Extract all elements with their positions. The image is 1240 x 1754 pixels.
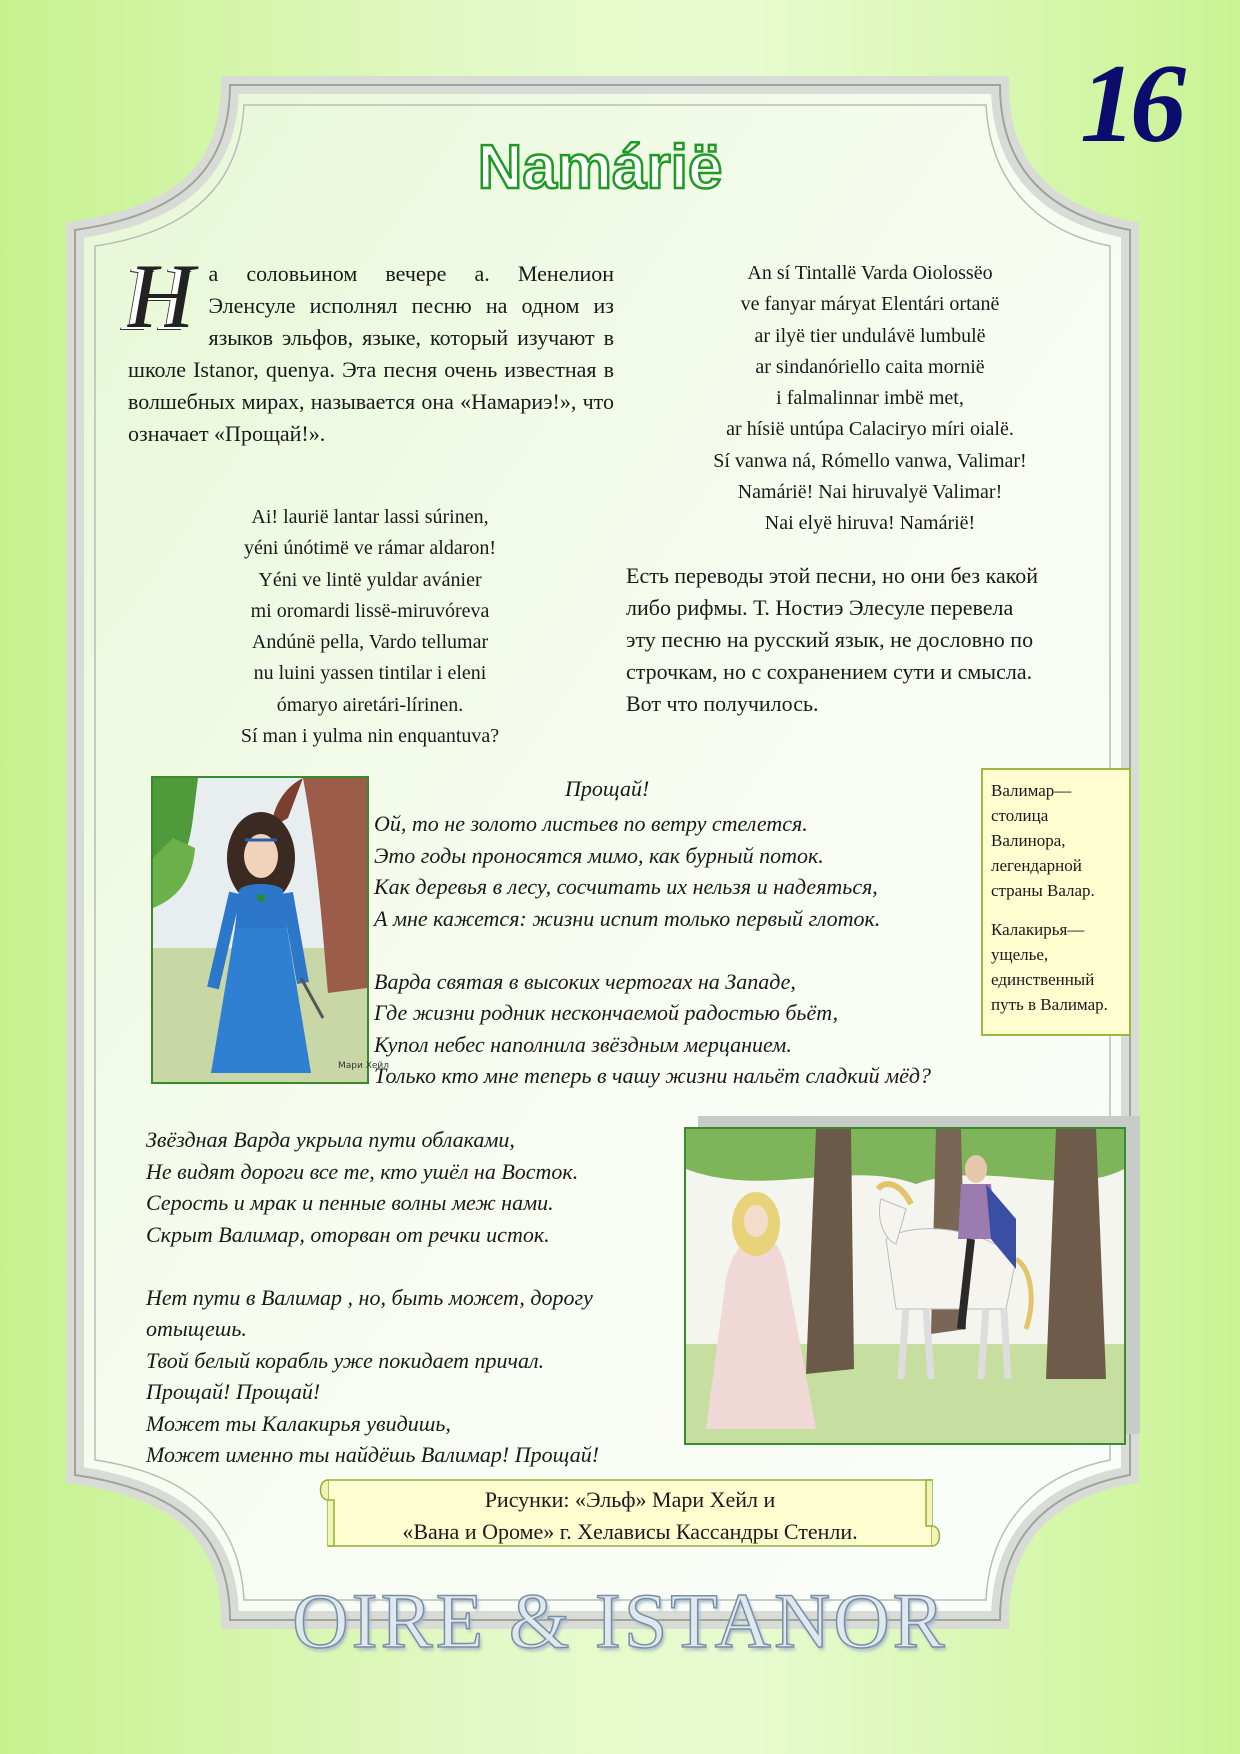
poem-line: Andúnë pella, Vardo tellumar [251,631,489,654]
glossary-valimar: Валимар— столица Валинора, легендарной страны Валар. [991,781,1095,900]
poem-line: Это годы проносятся мимо, как бурный поток. [374,842,824,868]
poem-line: ve fanyar máryat Elentári ortanë [740,293,1000,316]
poem-line: Yéni ve lintë yuldar avánier [258,568,482,591]
intro-text: а соловьином вечере а. Менелион Эленсуле исполнял песню на одном из языков эльфов, языке, который изучают в школе Istanor, quenya. Эта песня очень известная в волшебных мирах, называется она «Намариэ!», что означает «Прощай!». [128,261,614,446]
magazine-logo: OIRE & ISTANOR [292,1577,948,1664]
russian-poem-stanza-1 [374,808,931,1092]
poem-line: отыщешь. [146,1316,247,1341]
credits-line-1: Рисунки: «Эльф» Мари Хейл и [484,1487,776,1512]
poem-line: Нет пути в Валимар , но, быть может, дорогу [146,1284,593,1310]
poem-line: Где жизни родник нескончаемой радостью бьёт, [374,1000,839,1025]
page-number: 16 [1080,42,1180,166]
poem-line: ómaryo airetári-lírinen. [276,693,464,716]
poem-line: Как деревья в лесу, сосчитать их нельзя и надеяться, [374,874,878,899]
poem-line: Варда святая в высоких чертогах на Западе, [374,968,796,994]
poem-line [374,934,931,966]
note-line: либо рифмы. Т. Ностиэ Элесуле перевела [626,595,1014,620]
poem-line: An sí Tintallë Varda Oiolossëo [747,262,993,284]
poem-line: А мне кажется: жизни испит только первый глоток. [374,905,881,931]
poem-line: ar sindanóriello caita mornië [755,355,985,378]
poem-line: Namárië! Nai hiruvalyë Valimar! [737,481,1003,504]
quenya-poem-right [650,258,1090,540]
poem-line: Серость и мрак и пенные волны меж нами. [146,1190,554,1215]
poem-line: Ой, то не золото листьев по ветру стелется. [374,811,808,836]
poem-line: mi oromardi lissë-miruvóreva [250,599,490,622]
poem-line: Может ты Калакирья увидишь, [146,1410,451,1436]
vana-orome-drawing [684,1127,1126,1445]
glossary-calaciria: Калакирья— ущелье, единственный путь в Валимар. [991,920,1108,1014]
quenya-poem-left [160,502,580,752]
translation-note [626,560,1096,720]
poem-line: ar ilyë tier undulávë lumbulë [754,324,986,347]
poem-line: Ai! laurië lantar lassi súrinen, [251,506,489,528]
poem-line: ar hísië untúpa Calaciryo míri oialë. [726,418,1014,441]
illustration-credits [318,1474,942,1554]
glossary-sidebar [981,768,1131,1036]
poem-line: Твой белый корабль уже покидает причал. [146,1347,545,1373]
note-line: Вот что получилось. [626,691,819,716]
intro-paragraph [128,245,614,450]
credits-line-2: «Вана и Ороме» г. Хелависы Кассандры Стенли. [402,1519,858,1544]
poem-line: Sí vanwa ná, Rómello vanwa, Valimar! [713,449,1027,472]
drop-cap: Н [128,245,195,347]
poem-line: Купол небес наполнила звёздным мерцанием. [374,1031,792,1057]
note-line: строчкам, но с сохранением сути и смысла. [626,659,1033,684]
russian-poem-stanza-2 [146,1124,599,1471]
note-line: Есть переводы этой песни, но они без какой [626,563,1039,588]
note-line: эту песню на русский язык, не дословно по [626,627,1034,652]
poem-line: yéni únótimë ve rámar aldaron! [243,537,497,560]
poem-line: Прощай! Прощай! [146,1379,321,1404]
poem-line: Не видят дороги все те, кто ушёл на Восток. [146,1158,579,1184]
drawing-signature: Мари Хейл [338,1061,390,1071]
poem-line: Только кто мне теперь в чашу жизни нальёт сладкий мёд? [374,1063,932,1088]
poem-line: Sí man i yulma nin enquantuva? [240,725,500,748]
poem-line: Звёздная Варда укрыла пути облаками, [146,1127,515,1152]
poem-line: nu luini yassen tintilar i eleni [253,662,487,685]
poem-line: Nai elyë hiruva! Namárië! [764,512,976,535]
russian-poem-title: Прощай! [565,776,650,801]
elf-drawing [151,776,390,1084]
poem-line: Может именно ты найдёшь Валимар! Прощай! [146,1442,600,1467]
poem-line: i falmalinnar imbë met, [776,387,964,410]
poem-line [146,1250,599,1282]
poem-line: Скрыт Валимар, оторван от речки исток. [146,1221,550,1247]
page-title: Namárië [477,133,723,202]
